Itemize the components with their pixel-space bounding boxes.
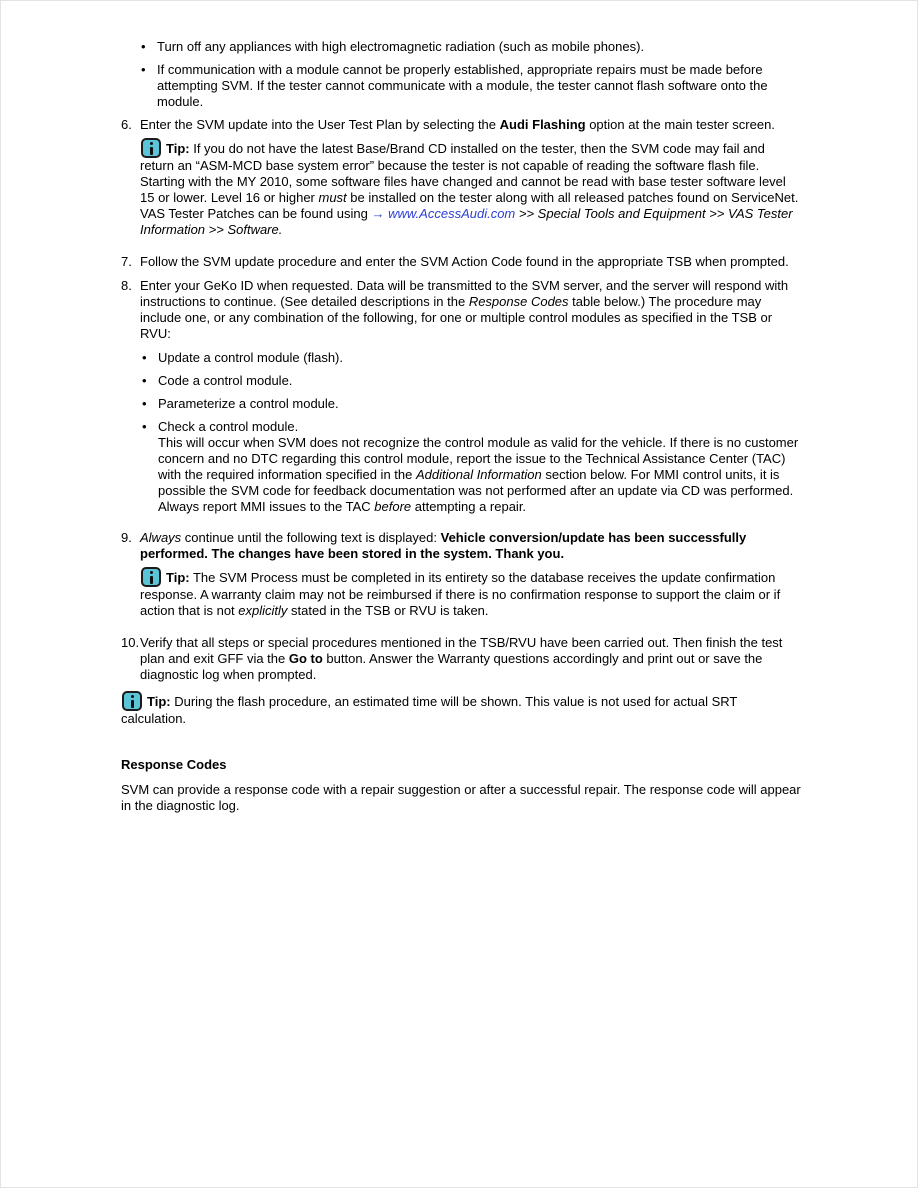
bullet-marker: • <box>142 396 147 411</box>
tip-note <box>140 138 801 238</box>
step-text <box>140 635 801 683</box>
tip-label: Tip: <box>166 570 190 585</box>
bullet-text <box>158 419 801 515</box>
text-run: The SVM Process must be completed in its entirety so the database receives the update confirmation response. A warranty claim may not be reimbursed if there is no confirmation response to support the claim or if action that is not <box>140 570 781 618</box>
step-text <box>140 530 801 562</box>
closing-paragraph: SVM can provide a response code with a repair suggestion or after a successful repair. The response code will appear in the diagnostic log. <box>121 782 801 813</box>
step-body <box>140 530 801 627</box>
bullet-continuation <box>158 435 801 515</box>
text-run: continue until the following text is displayed: <box>181 530 441 545</box>
step-text <box>140 117 801 133</box>
step-number: 8. <box>121 278 132 293</box>
step-body <box>140 117 801 246</box>
tip-label: Tip: <box>166 141 190 156</box>
text-run: Enter your GeKo ID when requested. Data will be transmitted to the SVM server, and the server will respond with instructions to continue. (See detailed descriptions in the <box>140 278 789 309</box>
tip-note <box>140 567 801 619</box>
tip-info-icon <box>122 691 142 711</box>
text-run: During the flash procedure, an estimated time will be shown. This value is not used for actual SRT calculation. <box>121 694 738 726</box>
bullet-marker: • <box>141 62 146 77</box>
text-run-italic: must <box>318 190 347 205</box>
step-number: 7. <box>121 254 132 269</box>
bullet-marker: • <box>142 419 147 434</box>
text-run: section below. For MMI control units, it is possible the SVM code for feedback documentation was not performed after an update via CD was performed. Always report MMI issues to the TAC <box>158 467 794 514</box>
bullet-marker: • <box>141 39 146 54</box>
tip-info-icon <box>141 567 161 587</box>
tip-info-icon <box>141 138 161 158</box>
list-item <box>141 62 801 110</box>
step-body <box>140 254 801 270</box>
text-run: Verify that all steps or special procedures mentioned in the TSB/RVU have been carried out. Then finish the test plan and exit GFF via the <box>140 635 783 666</box>
text-run: This will occur when SVM does not recognize the control module as valid for the vehicle. If there is no customer concern and no DTC regarding this control module, report the issue to the Technical Assistance Center (TAC) with the required information specified in the <box>158 435 799 482</box>
numbered-step-9 <box>121 530 801 627</box>
bullet-text: Update a control module (flash). <box>158 350 343 365</box>
text-run-italic: >> Special Tools and Equipment >> VAS Tester Information >> Software. <box>140 206 793 237</box>
bullet-text: Turn off any appliances with high electromagnetic radiation (such as mobile phones). <box>157 39 645 54</box>
list-item <box>142 419 801 515</box>
list-item <box>142 373 801 389</box>
text-run-italic: Always <box>140 530 182 545</box>
text-run: If you do not have the latest Base/Brand CD installed on the tester, then the SVM code may fail and return an “ASM-MCD base system error” because the tester is not capable of reading the software flash file. Starting with the MY 2010, some software files have changed and cannot be read with base tester software level 15 or lower. Level 16 or higher <box>140 141 786 205</box>
numbered-step-10 <box>121 635 801 683</box>
text-run-italic: explicitly <box>238 603 288 618</box>
text-run: attempting a repair. <box>411 499 527 514</box>
step-number: 9. <box>121 530 132 545</box>
text-run-bold: Audi Flashing <box>499 117 586 132</box>
tip-label: Tip: <box>147 694 171 709</box>
bullet-marker: • <box>142 350 147 365</box>
text-run: button. Answer the Warranty questions accordingly and print out or save the diagnostic log when prompted. <box>140 651 763 682</box>
text-run-bold: Go to <box>288 651 323 666</box>
text-run: Enter the SVM update into the User Test Plan by selecting the <box>140 117 500 132</box>
list-item <box>141 39 801 55</box>
text-run: table below.) The procedure may include one, or any combination of the following, for one or multiple control modules as specified in the TSB or RVU: <box>140 294 773 341</box>
step-sub-bullets <box>140 350 801 515</box>
step-text <box>140 278 801 342</box>
bullet-text: If communication with a module cannot be properly established, appropriate repairs must be made before attempting SVM. If the tester cannot communicate with a module, the tester cannot flash software onto the module. <box>157 62 768 109</box>
bullet-text: Code a control module. <box>158 373 293 388</box>
numbered-step-6 <box>121 117 801 246</box>
text-run: be installed on the tester along with all released patches found on ServiceNet. <box>346 190 799 205</box>
numbered-step-8 <box>121 278 801 522</box>
step-number: 6. <box>121 117 132 132</box>
numbered-step-7 <box>121 254 801 270</box>
step-body <box>140 278 801 522</box>
text-run: VAS Tester Patches can be found using <box>140 206 372 221</box>
text-run: stated in the TSB or RVU is taken. <box>287 603 489 618</box>
tip-note-line2 <box>140 206 801 238</box>
text-run: option at the main tester screen. <box>585 117 775 132</box>
text-run-bold: Vehicle conversion/update has been successfully performed. The changes have been stored in the system. Thank you. <box>140 530 747 561</box>
list-item <box>142 350 801 366</box>
step-number: 10. <box>121 635 140 650</box>
bullet-text: Parameterize a control module. <box>158 396 339 411</box>
access-audi-link[interactable]: → www.AccessAudi.com <box>371 206 516 221</box>
text-run-italic: before <box>374 499 412 514</box>
step-body <box>140 635 801 683</box>
section-heading: Response Codes <box>121 757 227 772</box>
step-text: Follow the SVM update procedure and enter the SVM Action Code found in the appropriate TSB when prompted. <box>140 254 789 269</box>
tip-note <box>121 691 801 727</box>
text-run-italic: Response Codes <box>468 294 569 309</box>
text-run-italic: Additional Information <box>415 467 542 482</box>
bullet-first-line: Check a control module. <box>158 419 299 434</box>
bullet-marker: • <box>142 373 147 388</box>
list-item <box>142 396 801 412</box>
